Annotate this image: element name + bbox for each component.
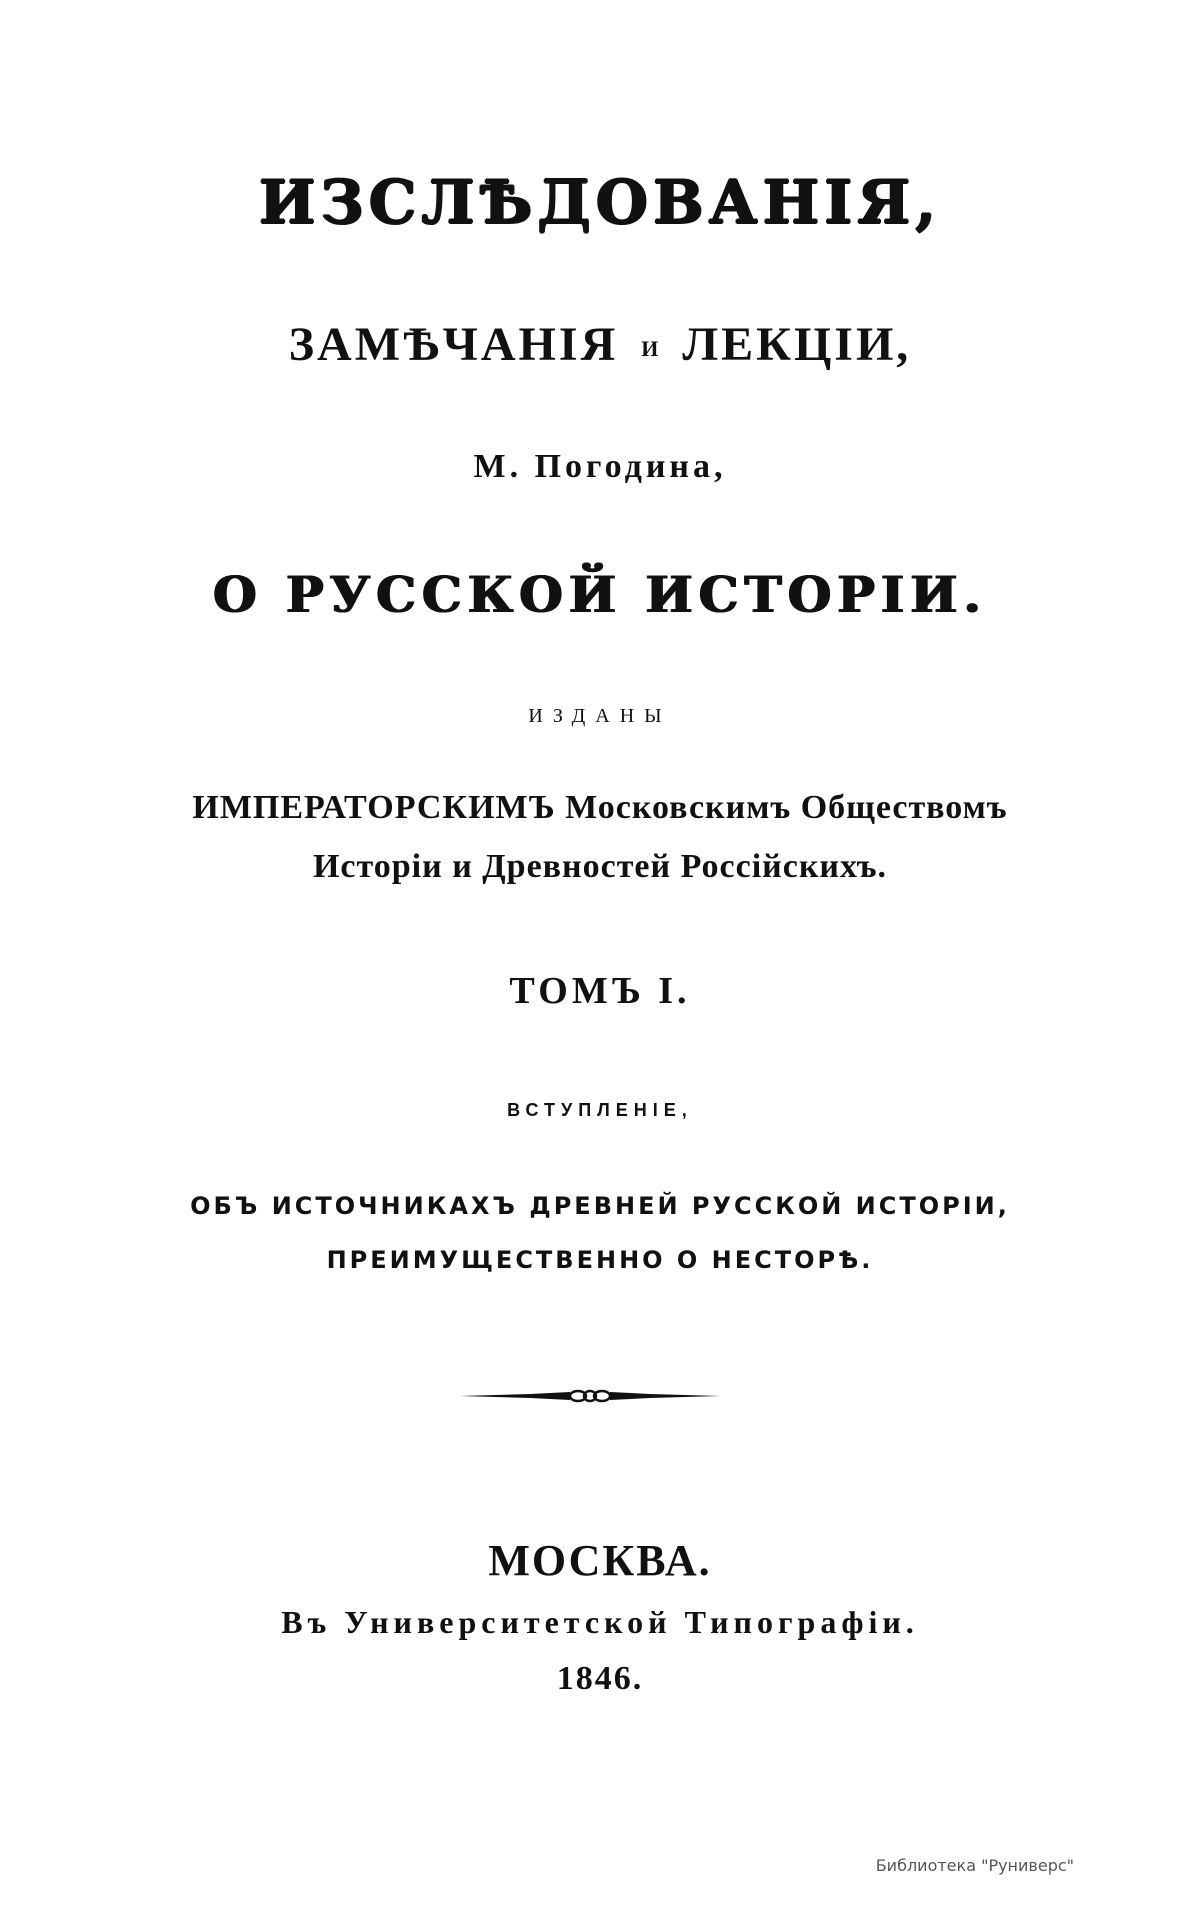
subject-title: О РУССКОЙ ИСТОРІИ.: [213, 565, 987, 624]
main-title: ИЗСЛѢДОВАНІЯ,: [258, 168, 942, 238]
subtitle-conjunction: И: [641, 335, 660, 361]
imprint-city: МОСКВА.: [488, 1536, 712, 1585]
society-line-2: Исторіи и Древностей Россійскихъ.: [312, 848, 888, 885]
subtitle-part-1: ЗАМѢЧАНІЯ: [288, 318, 619, 371]
imprint-year: 1846.: [556, 1660, 644, 1697]
author-name: М. Погодина,: [473, 448, 727, 485]
society-line-1: ИМПЕРАТОРСКИМЪ Московскимъ Обществомъ: [192, 789, 1008, 826]
volume-label: ТОМЪ I.: [509, 970, 691, 1012]
subtitle-line: [0, 317, 1200, 372]
issued-label: ИЗДАНЫ: [528, 705, 672, 727]
ornament-divider-icon: [460, 1384, 720, 1408]
introduction-line-1: ОБЪ ИСТОЧНИКАХЪ ДРЕВНЕЙ РУССКОЙ ИСТОРІИ,: [190, 1192, 1010, 1220]
library-watermark: Библиотека "Руниверс": [875, 1856, 1074, 1875]
introduction-line-2: ПРЕИМУЩЕСТВЕННО О НЕСТОРѢ.: [326, 1246, 874, 1274]
imprint-press: Въ Университетской Типографіи.: [281, 1604, 919, 1640]
introduction-label: ВСТУПЛЕНІЕ,: [507, 1100, 693, 1120]
subtitle-part-2: ЛЕКЦІИ,: [682, 318, 912, 371]
